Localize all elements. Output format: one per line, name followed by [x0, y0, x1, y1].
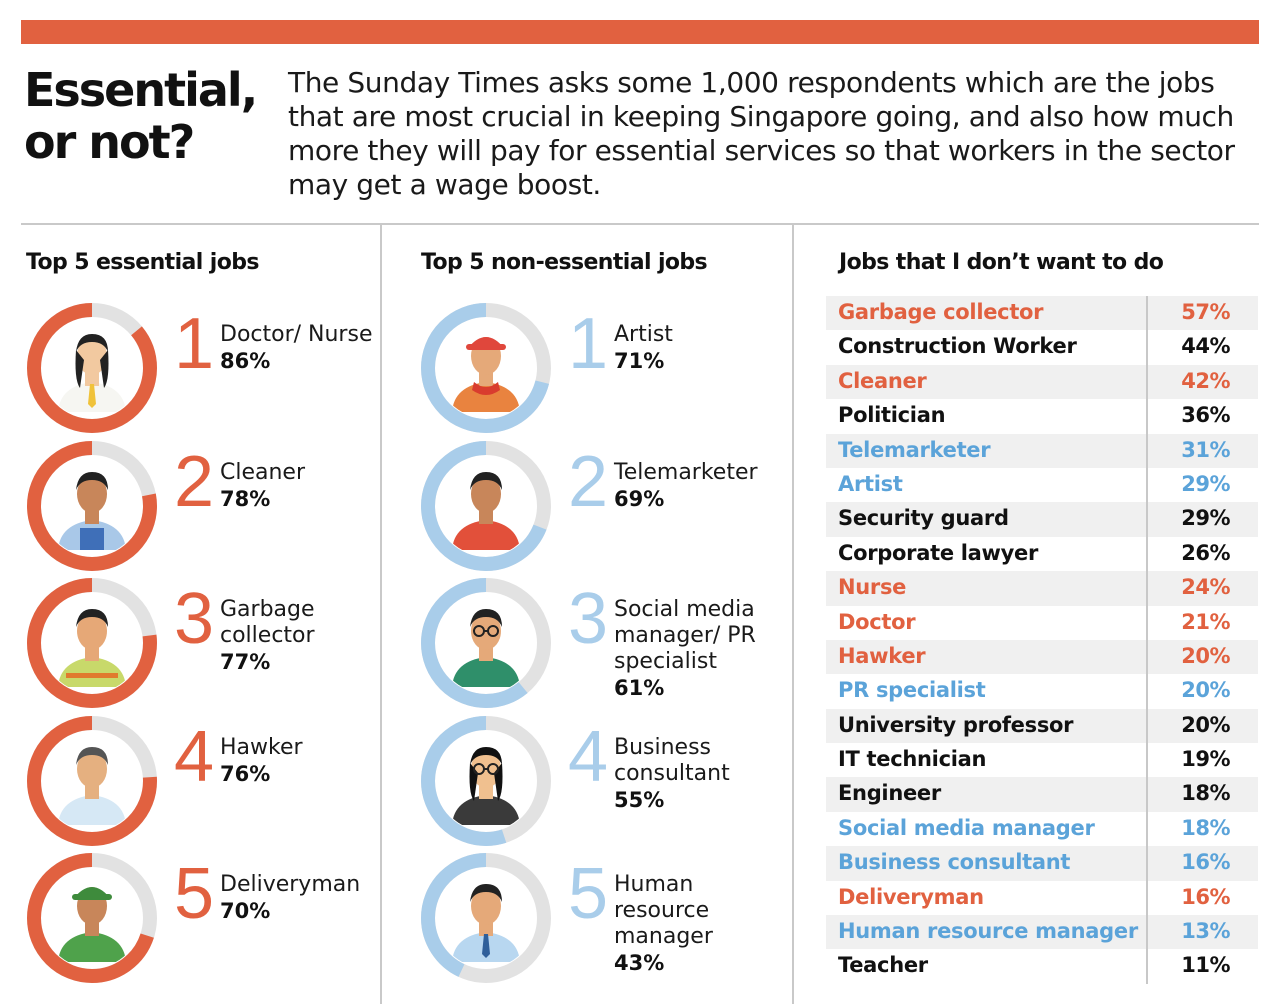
non-essential-job-name-4: Business consultant: [614, 734, 730, 786]
table-row: [826, 365, 1258, 399]
essential-percent-4: 76%: [220, 761, 271, 786]
essential-rank-5: 5: [174, 854, 215, 934]
table-divider: [1146, 606, 1148, 640]
table-row: [826, 674, 1258, 708]
table-divider: [1146, 502, 1148, 536]
job-percent: 11%: [1181, 953, 1230, 978]
unwanted-jobs-table: [826, 296, 1258, 984]
non-essential-item-5: [418, 850, 788, 986]
job-percent: 21%: [1181, 609, 1230, 634]
table-row: [826, 881, 1258, 915]
table-divider: [1146, 949, 1148, 983]
deliveryman-icon: [24, 850, 160, 986]
non-essential-item-1: [418, 300, 788, 436]
job-name: Business consultant: [838, 850, 1071, 875]
job-name: Telemarketer: [838, 437, 991, 462]
job-percent: 18%: [1181, 781, 1230, 806]
table-row: [826, 399, 1258, 433]
job-percent: 44%: [1181, 334, 1230, 359]
job-percent: 16%: [1181, 850, 1230, 875]
non-essential-donut-4: [418, 713, 554, 849]
social-media-manager-icon: [418, 575, 554, 711]
table-divider: [1146, 709, 1148, 743]
essential-label-1: [220, 322, 390, 374]
hr-manager-icon: [418, 850, 554, 986]
essential-rank-4: 4: [174, 716, 215, 797]
table-row: [826, 949, 1258, 983]
doctor-icon: [24, 300, 160, 436]
hawker-icon: [24, 713, 160, 849]
non-essential-label-2: [614, 460, 784, 512]
non-essential-percent-2: 69%: [614, 486, 665, 511]
intro-text: The Sunday Times asks some 1,000 respondents which are the jobs that are most crucial in keeping Singapore going, and also how much more they will pay for essential services so that workers in the sector may get a wage boost.: [288, 66, 1235, 201]
job-percent: 13%: [1181, 919, 1230, 944]
top-accent-bar: [21, 20, 1259, 44]
table-row: [826, 571, 1258, 605]
essential-percent-5: 70%: [220, 899, 271, 923]
non-essential-donut-5: [418, 850, 554, 986]
job-name: Nurse: [838, 575, 907, 600]
column-divider-2: [792, 225, 794, 1004]
job-name: Corporate lawyer: [838, 540, 1039, 565]
job-name: Artist: [838, 471, 903, 496]
non-essential-label-5: [614, 872, 784, 976]
non-essential-job-name-1: Artist: [614, 322, 673, 347]
table-divider: [1146, 296, 1148, 330]
unwanted-jobs-heading: Jobs that I don’t want to do: [839, 250, 1164, 275]
table-divider: [1146, 674, 1148, 708]
essential-donut-3: [24, 575, 160, 711]
job-percent: 19%: [1181, 747, 1230, 772]
table-row: [826, 502, 1258, 536]
job-name: Hawker: [838, 643, 926, 668]
non-essential-label-4: [614, 735, 784, 813]
table-row: [826, 777, 1258, 811]
table-divider: [1146, 846, 1148, 880]
table-divider: [1146, 468, 1148, 502]
cleaner-icon: [24, 438, 160, 574]
essential-job-name-3: Garbage collector: [220, 597, 315, 648]
essential-rank-1: 1: [174, 304, 215, 384]
essential-rank-3: 3: [174, 579, 215, 659]
job-name: Politician: [838, 403, 946, 428]
non-essential-label-1: [614, 322, 784, 374]
job-name: IT technician: [838, 747, 987, 772]
job-percent: 57%: [1181, 300, 1230, 324]
essential-label-3: [220, 597, 390, 675]
essential-donut-5: [24, 850, 160, 986]
non-essential-job-name-5: Human resource manager: [614, 872, 713, 949]
essential-label-2: [220, 460, 390, 512]
table-row: [826, 537, 1258, 571]
essential-donut-2: [24, 438, 160, 574]
essential-job-name-1: Doctor/ Nurse: [220, 322, 373, 347]
essential-percent-2: 78%: [220, 486, 271, 511]
job-percent: 20%: [1181, 678, 1230, 703]
non-essential-rank-3: 3: [568, 579, 609, 659]
non-essential-jobs-heading: Top 5 non-essential jobs: [421, 250, 708, 275]
table-divider: [1146, 640, 1148, 674]
essential-item-4: [24, 713, 394, 849]
table-row: [826, 330, 1258, 364]
job-name: Construction Worker: [838, 334, 1077, 359]
table-row: [826, 468, 1258, 502]
essential-item-3: [24, 575, 394, 711]
non-essential-job-name-2: Telemarketer: [614, 459, 758, 485]
non-essential-item-2: [418, 438, 788, 574]
essential-donut-4: [24, 713, 160, 849]
job-percent: 24%: [1181, 575, 1230, 600]
non-essential-donut-3: [418, 575, 554, 711]
page-title: Essential, or not?: [24, 63, 257, 169]
job-name: Security guard: [838, 506, 1009, 531]
job-name: Deliveryman: [838, 884, 984, 909]
artist-icon: [418, 300, 554, 436]
non-essential-rank-4: 4: [568, 716, 609, 797]
non-essential-donut-2: [418, 438, 554, 574]
non-essential-donut-1: [418, 300, 554, 436]
header-divider: [21, 223, 1259, 225]
job-percent: 20%: [1181, 712, 1230, 737]
table-divider: [1146, 399, 1148, 433]
job-name: Teacher: [838, 953, 928, 978]
job-percent: 31%: [1181, 437, 1230, 462]
essential-percent-1: 86%: [220, 349, 271, 373]
non-essential-item-3: [418, 575, 788, 711]
job-name: University professor: [838, 712, 1074, 737]
table-divider: [1146, 571, 1148, 605]
job-name: Doctor: [838, 609, 916, 634]
business-consultant-icon: [418, 713, 554, 849]
non-essential-rank-1: 1: [568, 304, 609, 384]
job-name: Social media manager: [838, 815, 1095, 840]
table-row: [826, 434, 1258, 468]
table-divider: [1146, 812, 1148, 846]
table-divider: [1146, 330, 1148, 364]
job-percent: 16%: [1181, 884, 1230, 909]
job-percent: 36%: [1181, 403, 1230, 428]
table-divider: [1146, 915, 1148, 949]
table-divider: [1146, 434, 1148, 468]
non-essential-percent-1: 71%: [614, 349, 665, 373]
job-percent: 26%: [1181, 540, 1230, 565]
job-name: Garbage collector: [838, 300, 1044, 324]
non-essential-rank-2: 2: [568, 441, 609, 522]
essential-percent-3: 77%: [220, 650, 271, 674]
table-row: [826, 709, 1258, 743]
job-percent: 42%: [1181, 368, 1230, 393]
essential-label-4: [220, 735, 390, 787]
table-divider: [1146, 881, 1148, 915]
table-divider: [1146, 777, 1148, 811]
essential-item-1: [24, 300, 394, 436]
table-row: [826, 640, 1258, 674]
non-essential-label-3: [614, 597, 784, 701]
garbage-collector-icon: [24, 575, 160, 711]
job-name: Engineer: [838, 781, 941, 806]
job-percent: 18%: [1181, 815, 1230, 840]
essential-donut-1: [24, 300, 160, 436]
telemarketer-icon: [418, 438, 554, 574]
essential-item-2: [24, 438, 394, 574]
table-row: [826, 915, 1258, 949]
job-percent: 20%: [1181, 643, 1230, 668]
essential-item-5: [24, 850, 394, 986]
table-row: [826, 743, 1258, 777]
job-name: Human resource manager: [838, 919, 1138, 944]
non-essential-percent-4: 55%: [614, 787, 665, 812]
table-row: [826, 812, 1258, 846]
non-essential-item-4: [418, 713, 788, 849]
table-divider: [1146, 537, 1148, 571]
job-name: Cleaner: [838, 368, 927, 393]
table-divider: [1146, 743, 1148, 777]
table-row: [826, 296, 1258, 330]
job-percent: 29%: [1181, 506, 1230, 531]
essential-rank-2: 2: [174, 441, 215, 522]
table-row: [826, 846, 1258, 880]
essential-label-5: [220, 872, 390, 924]
job-name: PR specialist: [838, 678, 986, 703]
table-divider: [1146, 365, 1148, 399]
essential-job-name-2: Cleaner: [220, 459, 306, 485]
table-row: [826, 606, 1258, 640]
non-essential-job-name-3: Social media manager/ PR specialist: [614, 597, 756, 674]
essential-job-name-5: Deliveryman: [220, 872, 361, 897]
job-percent: 29%: [1181, 471, 1230, 496]
non-essential-percent-5: 43%: [614, 951, 665, 975]
non-essential-percent-3: 61%: [614, 676, 665, 700]
non-essential-rank-5: 5: [568, 854, 609, 934]
essential-jobs-heading: Top 5 essential jobs: [26, 250, 259, 275]
essential-job-name-4: Hawker: [220, 734, 303, 760]
